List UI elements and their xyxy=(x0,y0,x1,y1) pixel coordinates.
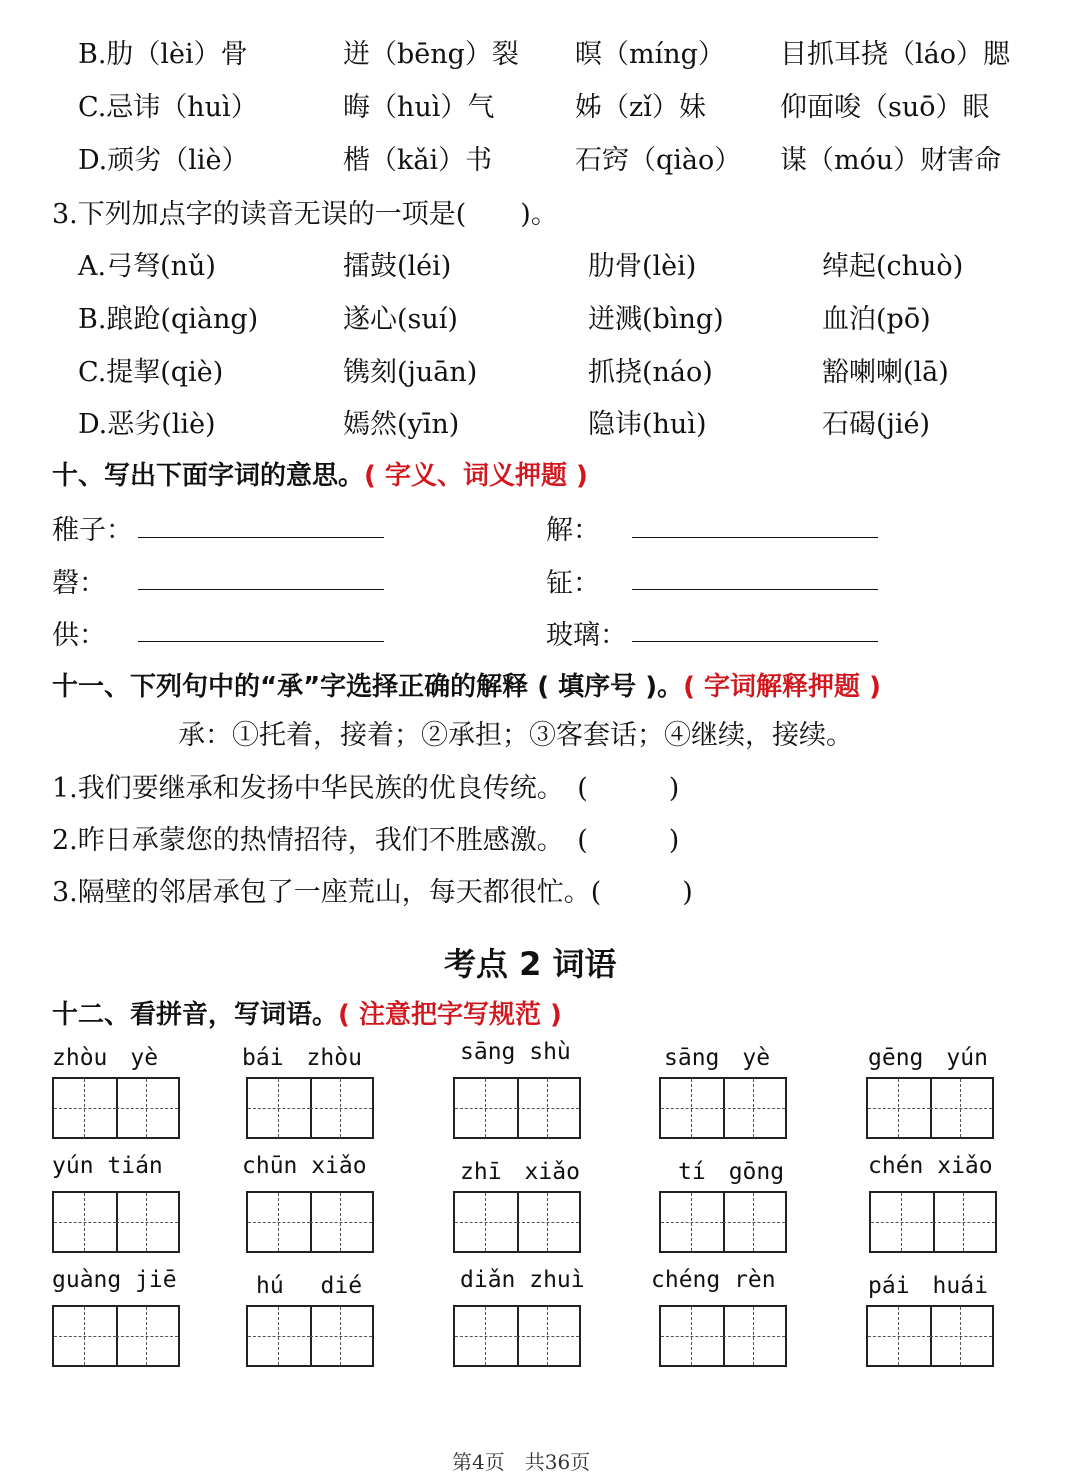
answer-line-qing[interactable] xyxy=(138,589,384,590)
pinyin-label: zhòu yè xyxy=(52,1045,159,1071)
option-c-item-4: 仰面唆（suō）眼 xyxy=(780,92,990,123)
writing-box[interactable] xyxy=(453,1305,581,1367)
pinyin-label: bái zhòu xyxy=(242,1045,362,1071)
section-10-title: 十、写出下面字词的意思。 xyxy=(52,461,365,491)
field-label-jie: 解： xyxy=(546,515,600,546)
option-b-item-3: 暝（míng） xyxy=(575,39,725,70)
answer-line-zheng[interactable] xyxy=(632,589,878,590)
sentence-2: 2.昨日承蒙您的热情招待，我们不胜感激。 ( ) xyxy=(52,825,680,856)
writing-box[interactable] xyxy=(246,1191,374,1253)
q3-c-2: 镌刻(juān) xyxy=(343,357,478,388)
section-10-heading xyxy=(52,455,588,492)
option-b-item-4: 目抓耳挠（láo）腮 xyxy=(780,39,1010,70)
writing-box[interactable] xyxy=(52,1191,180,1253)
writing-box[interactable] xyxy=(453,1077,581,1139)
q3-b-2: 遂心(suí) xyxy=(343,304,458,335)
writing-box[interactable] xyxy=(869,1191,997,1253)
option-b-item-1: B.肋（lèi）骨 xyxy=(78,39,248,70)
field-label-zheng: 钲： xyxy=(546,568,600,599)
field-label-gong: 供： xyxy=(52,620,106,651)
section-10-tag: ( 字义、词义押题 ) xyxy=(364,461,588,491)
writing-box[interactable] xyxy=(246,1305,374,1367)
answer-line-jie[interactable] xyxy=(632,537,878,538)
option-d-item-3: 石窍（qiào） xyxy=(575,145,742,176)
option-c-item-1: C.忌讳（huì） xyxy=(78,92,258,123)
pinyin-label: zhī xiǎo xyxy=(460,1159,580,1185)
writing-box[interactable] xyxy=(659,1305,787,1367)
option-d-item-2: 楷（kǎi）书 xyxy=(343,145,493,176)
option-b-item-2: 迸（bēng）裂 xyxy=(343,39,519,70)
q3-b-4: 血泊(pō) xyxy=(822,304,931,335)
q3-b-1: B.踉跄(qiàng) xyxy=(78,304,259,335)
pinyin-label: gēng yún xyxy=(868,1045,988,1071)
pinyin-label: sāng yè xyxy=(664,1045,771,1071)
field-label-boli: 玻璃： xyxy=(546,620,627,651)
section-11-tag: ( 字词解释押题 ) xyxy=(683,672,881,702)
section-12-tag: ( 注意把字写规范 ) xyxy=(338,1000,562,1030)
writing-box[interactable] xyxy=(52,1305,180,1367)
pinyin-label: chūn xiǎo xyxy=(242,1153,367,1179)
sentence-3: 3.隔壁的邻居承包了一座荒山，每天都很忙。( ) xyxy=(52,877,693,908)
answer-line-boli[interactable] xyxy=(632,641,878,642)
writing-box[interactable] xyxy=(453,1191,581,1253)
option-c-item-3: 姊（zǐ）妹 xyxy=(575,92,706,123)
writing-box[interactable] xyxy=(866,1305,994,1367)
page-footer: 第4页 共36页 xyxy=(452,1450,591,1474)
section-12-title: 十二、看拼音，写词语。 xyxy=(52,1000,339,1030)
pinyin-label: sāng shù xyxy=(460,1039,571,1065)
pinyin-label: yún tián xyxy=(52,1153,163,1179)
q3-b-3: 迸溅(bìng) xyxy=(588,304,724,335)
option-d-item-4: 谋（móu）财害命 xyxy=(780,145,1002,176)
q3-a-1: A.弓弩(nǔ) xyxy=(78,251,216,282)
answer-line-gong[interactable] xyxy=(138,641,384,642)
q3-a-4: 绰起(chuò) xyxy=(822,251,964,282)
pinyin-label: chéng rèn xyxy=(651,1267,776,1293)
pinyin-label: guàng jiē xyxy=(52,1267,177,1293)
q3-d-1: D.恶劣(liè) xyxy=(78,409,216,440)
option-c-item-2: 晦（huì）气 xyxy=(343,92,495,123)
writing-box[interactable] xyxy=(659,1191,787,1253)
answer-line-zhizi[interactable] xyxy=(138,537,384,538)
writing-box[interactable] xyxy=(246,1077,374,1139)
section-12-heading xyxy=(52,994,562,1031)
kaodian-title: 考点 2 词语 xyxy=(444,945,617,983)
q3-a-2: 擂鼓(léi) xyxy=(343,251,452,282)
q3-d-2: 嫣然(yīn) xyxy=(343,409,460,440)
pinyin-label: pái huái xyxy=(868,1273,988,1299)
writing-box[interactable] xyxy=(866,1077,994,1139)
q3-c-3: 抓挠(náo) xyxy=(588,357,713,388)
cheng-definition: 承：①托着，接着；②承担；③客套话；④继续，接续。 xyxy=(178,720,853,751)
pinyin-label: tí gōng xyxy=(678,1159,785,1185)
writing-box[interactable] xyxy=(52,1077,180,1139)
writing-box[interactable] xyxy=(659,1077,787,1139)
q3-c-1: C.提挈(qiè) xyxy=(78,357,224,388)
field-label-qing: 磬： xyxy=(52,568,106,599)
sentence-1: 1.我们要继承和发扬中华民族的优良传统。 ( ) xyxy=(52,773,680,804)
pinyin-label: chén xiǎo xyxy=(868,1153,993,1179)
q3-d-4: 石碣(jié) xyxy=(822,409,931,440)
field-label-zhizi: 稚子： xyxy=(52,515,133,546)
section-11-heading xyxy=(52,666,881,703)
q3-a-3: 肋骨(lèi) xyxy=(588,251,697,282)
q3-d-3: 隐讳(huì) xyxy=(588,409,707,440)
question-3-stem: 3.下列加点字的读音无误的一项是( )。 xyxy=(52,199,558,230)
pinyin-label: diǎn zhuì xyxy=(460,1267,585,1293)
section-11-title: 十一、下列句中的“承”字选择正确的解释 ( 填序号 )。 xyxy=(52,672,684,702)
pinyin-label: hú dié xyxy=(256,1273,363,1299)
q3-c-4: 豁喇喇(lā) xyxy=(822,357,949,388)
option-d-item-1: D.顽劣（liè） xyxy=(78,145,249,176)
